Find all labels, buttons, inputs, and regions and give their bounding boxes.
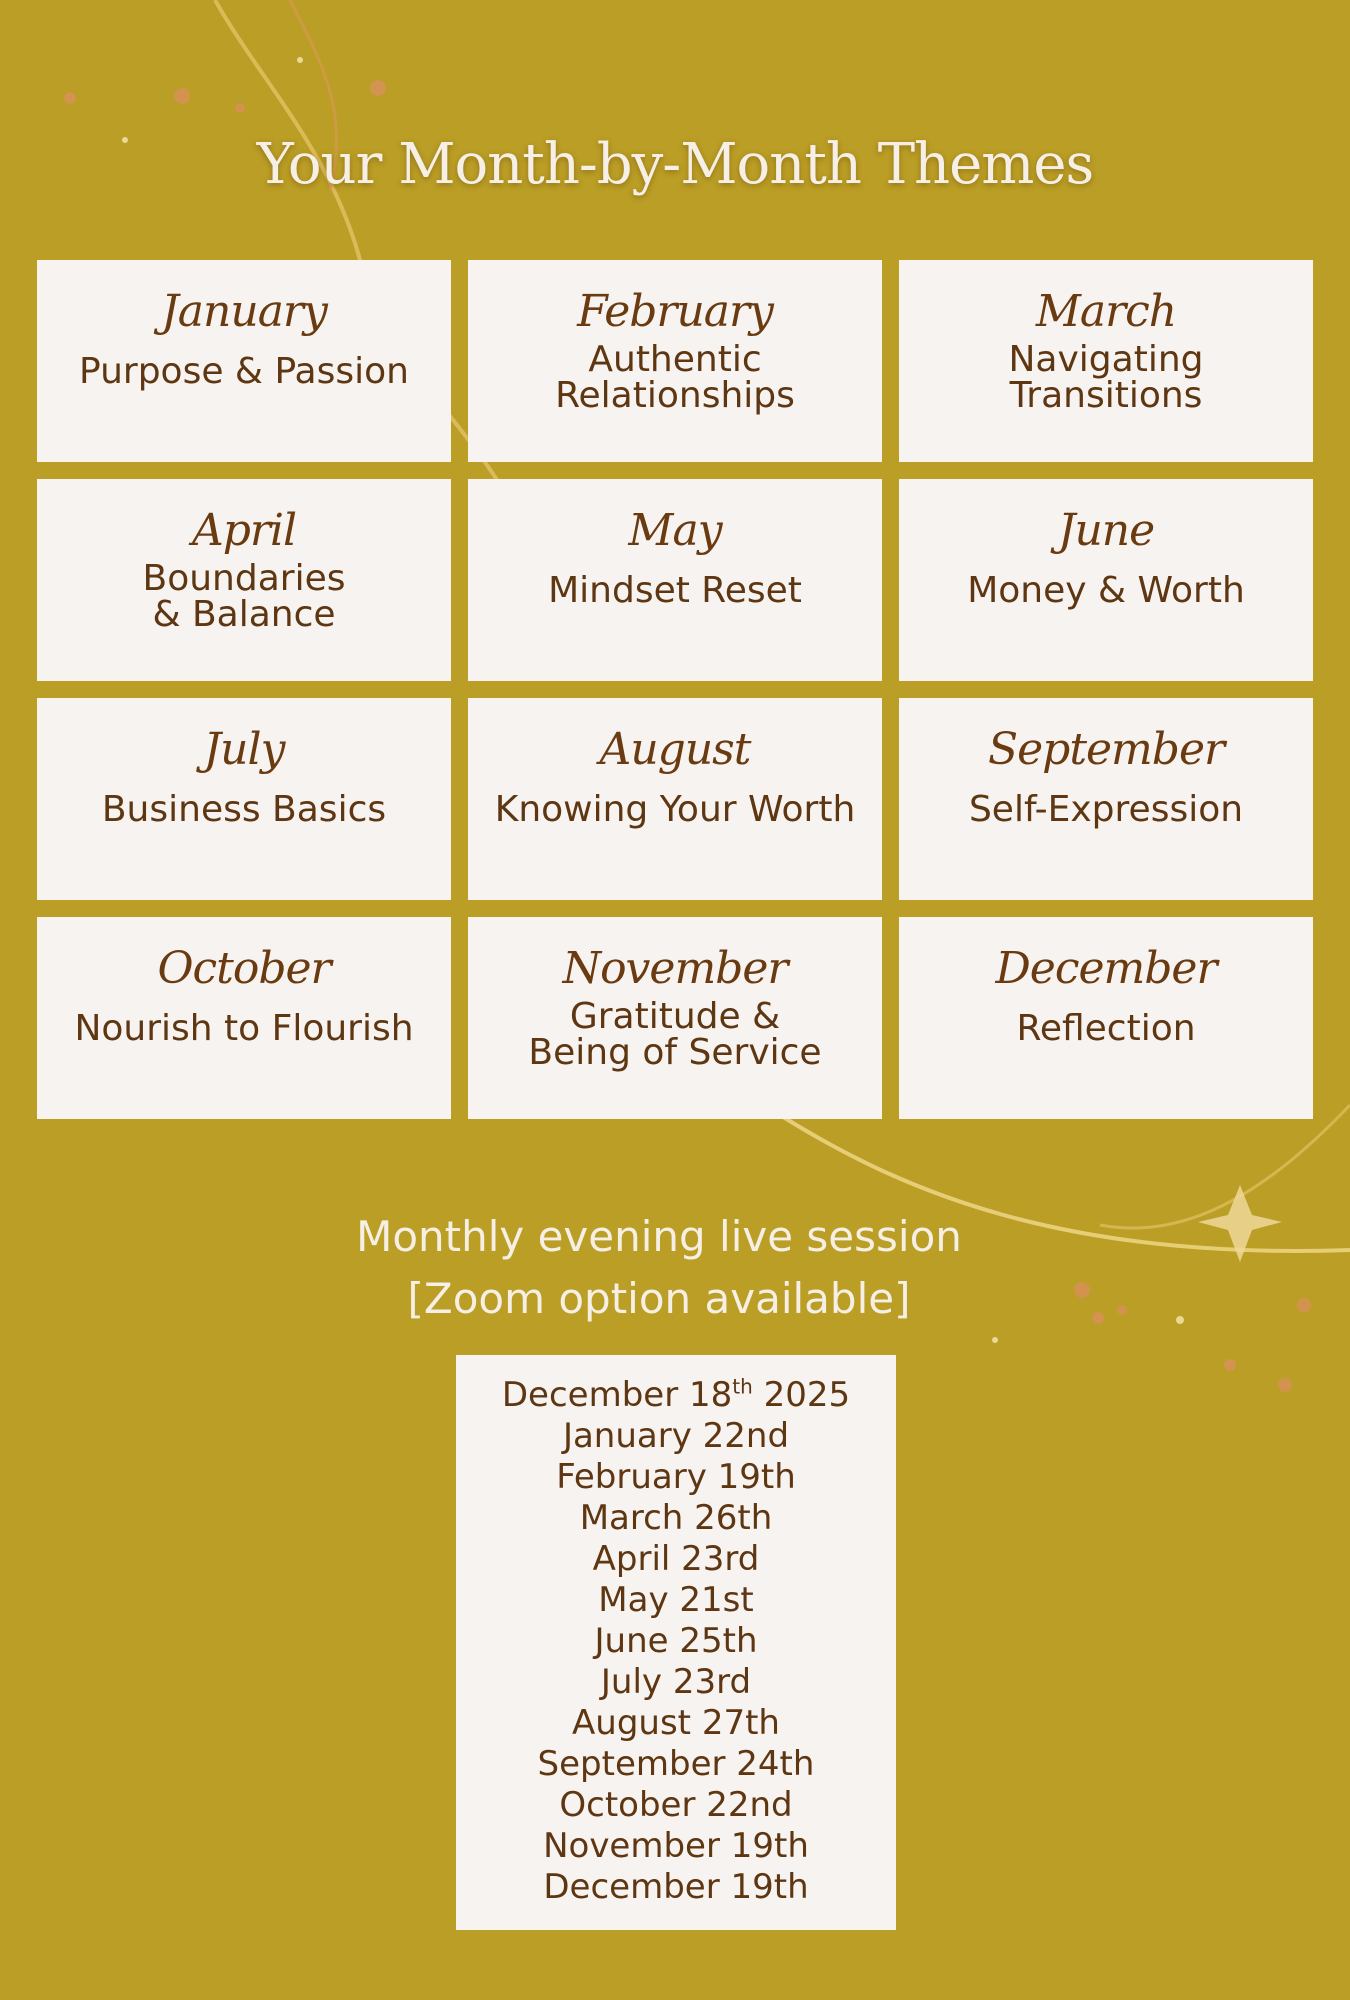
session-date: January 22nd: [562, 1416, 790, 1456]
month-card-november: [468, 917, 882, 1119]
first-session-date: [456, 1375, 896, 1416]
first-date-year: 2025: [763, 1375, 851, 1415]
month-card-september: [899, 698, 1313, 900]
session-dates-box: [456, 1355, 896, 1930]
month-card-march: [899, 260, 1313, 462]
month-name: April: [191, 505, 297, 556]
session-date: June 25th: [594, 1621, 758, 1661]
month-name: October: [157, 943, 331, 994]
month-name: May: [628, 505, 722, 556]
month-card-december: [899, 917, 1313, 1119]
month-theme: Authentic Relationships: [555, 339, 795, 416]
session-date: July 23rd: [600, 1662, 752, 1702]
session-date: December 19th: [543, 1867, 809, 1907]
first-date-day: December 18: [501, 1375, 733, 1415]
month-theme: Mindset Reset: [548, 570, 802, 611]
month-theme: Navigating Transitions: [1008, 339, 1204, 416]
zoom-option-note: [Zoom option available]: [407, 1274, 911, 1323]
month-card-april: [37, 479, 451, 681]
session-date: February 19th: [556, 1457, 796, 1497]
page-title: Your Month-by-Month Themes: [256, 132, 1094, 197]
month-name: September: [987, 724, 1225, 775]
month-theme: Reflection: [1016, 1008, 1196, 1049]
month-themes-grid: [37, 260, 1313, 1119]
month-card-june: [899, 479, 1313, 681]
month-card-july: [37, 698, 451, 900]
session-date: October 22nd: [559, 1785, 793, 1825]
month-theme: Money & Worth: [967, 570, 1245, 611]
month-name: June: [1057, 505, 1155, 556]
month-theme: Purpose & Passion: [79, 351, 409, 392]
month-card-may: [468, 479, 882, 681]
month-name: December: [995, 943, 1217, 994]
session-date: April 23rd: [592, 1539, 760, 1579]
session-date: May 21st: [598, 1580, 754, 1620]
month-theme: Business Basics: [101, 789, 387, 830]
session-description: Monthly evening live session: [356, 1212, 962, 1261]
month-card-february: [468, 260, 882, 462]
month-theme: Gratitude & Being of Service: [528, 996, 822, 1073]
first-date-ordinal: th: [732, 1374, 753, 1399]
month-theme: Knowing Your Worth: [494, 789, 856, 830]
session-date: November 19th: [543, 1826, 809, 1866]
month-name: March: [1035, 286, 1177, 337]
month-theme: Boundaries & Balance: [142, 558, 346, 635]
month-card-october: [37, 917, 451, 1119]
month-name: February: [577, 286, 773, 337]
month-name: August: [599, 724, 751, 775]
month-card-august: [468, 698, 882, 900]
month-name: January: [161, 286, 327, 337]
session-date: September 24th: [537, 1744, 815, 1784]
month-theme: Self-Expression: [968, 789, 1244, 830]
month-theme: Nourish to Flourish: [74, 1008, 414, 1049]
month-card-january: [37, 260, 451, 462]
session-date: March 26th: [579, 1498, 773, 1538]
month-name: July: [203, 724, 285, 775]
session-info: [0, 1206, 1318, 1330]
session-date: August 27th: [572, 1703, 780, 1743]
month-name: November: [562, 943, 788, 994]
